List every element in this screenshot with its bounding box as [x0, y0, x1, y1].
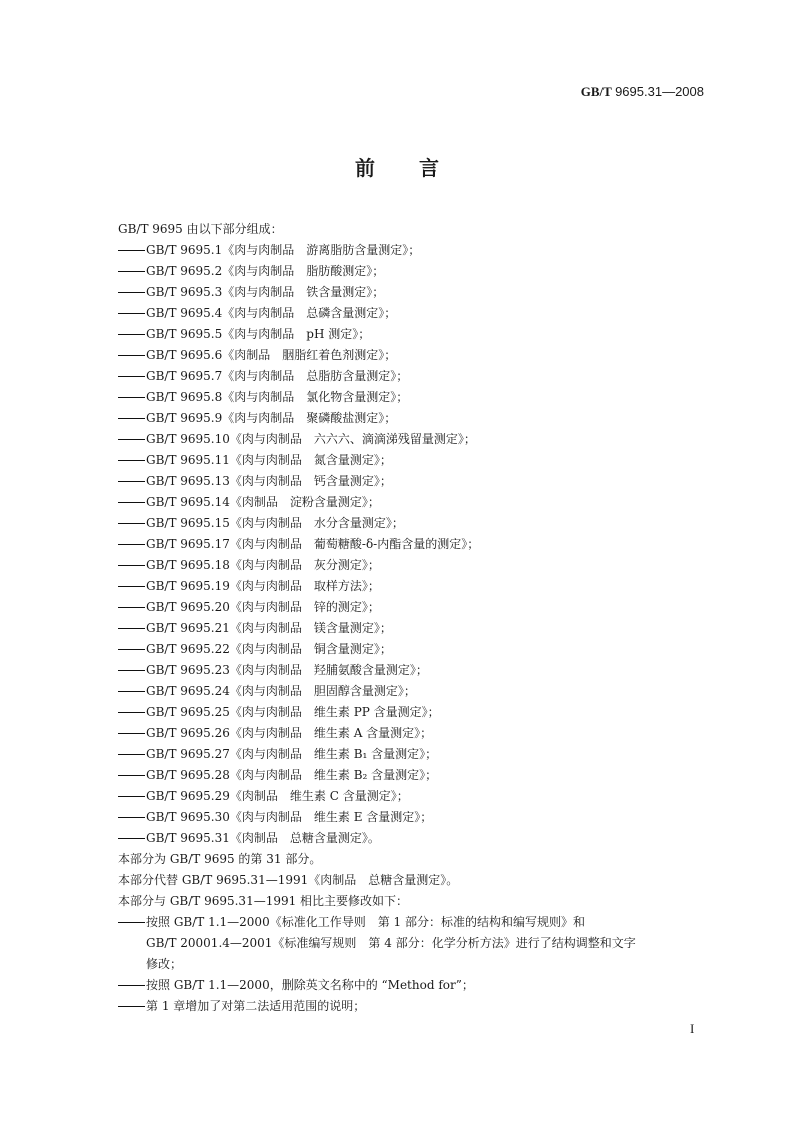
part-code: GB/T 9695.30 — [146, 810, 230, 824]
part-code: GB/T 9695.1 — [146, 243, 223, 257]
changes-intro: 本部分与 GB/T 9695.31—1991 相比主要修改如下： — [118, 894, 409, 908]
em-dash — [118, 639, 146, 660]
part-code: GB/T 9695.28 — [146, 768, 230, 782]
part-title: 《肉与肉制品 脂肪酸测定》； — [222, 264, 385, 278]
part-code: GB/T 9695.11 — [146, 453, 230, 467]
em-dash — [118, 765, 146, 786]
part-code: GB/T 9695.15 — [146, 516, 230, 530]
list-item — [118, 681, 708, 702]
part-title: 《肉与肉制品 镁含量测定》； — [229, 621, 392, 635]
em-dash — [118, 912, 146, 933]
em-dash — [118, 429, 146, 450]
part-code: GB/T 9695.10 — [146, 432, 230, 446]
change-text: 第 1 章增加了对第二法适用范围的说明； — [146, 999, 366, 1013]
part-title: 《肉与肉制品 羟脯氨酸含量测定》； — [229, 663, 428, 677]
list-item — [118, 450, 708, 471]
part-title: 《肉与肉制品 维生素 E 含量测定》； — [229, 810, 433, 824]
title-char-1: 前 — [355, 156, 375, 180]
part-title: 《肉制品 胭脂红着色剂测定》； — [222, 348, 397, 362]
list-item — [118, 702, 708, 723]
em-dash — [118, 576, 146, 597]
part-title: 《肉与肉制品 维生素 B₂ 含量测定》； — [229, 768, 438, 782]
part-title: 《肉与肉制品 葡萄糖酸-δ-内酯含量的测定》； — [229, 537, 480, 551]
em-dash — [118, 555, 146, 576]
em-dash — [118, 387, 146, 408]
part-code: GB/T 9695.8 — [146, 390, 223, 404]
change-text: 按照 GB/T 1.1—2000《标准化工作导则 第 1 部分：标准的结构和编写规则》和 — [146, 915, 585, 929]
em-dash — [118, 492, 146, 513]
part-code: GB/T 9695.27 — [146, 747, 230, 761]
standard-code-header — [581, 84, 704, 100]
list-item — [118, 513, 708, 534]
list-item — [118, 324, 708, 345]
em-dash — [118, 975, 146, 996]
change-item-1-line-3: 修改； — [146, 957, 183, 971]
part-title: 《肉与肉制品 氮含量测定》； — [229, 453, 392, 467]
em-dash — [118, 807, 146, 828]
part-title: 《肉与肉制品 维生素 A 含量测定》； — [229, 726, 433, 740]
part-code: GB/T 9695.25 — [146, 705, 230, 719]
em-dash — [118, 366, 146, 387]
standard-code-number: 9695.31—2008 — [615, 84, 704, 99]
em-dash — [118, 828, 146, 849]
em-dash — [118, 597, 146, 618]
part-code: GB/T 9695.18 — [146, 558, 230, 572]
change-item-1-line-1 — [118, 912, 708, 933]
part-title: 《肉与肉制品 氯化物含量测定》； — [222, 390, 409, 404]
change-item-2 — [118, 975, 708, 996]
list-item — [118, 282, 708, 303]
list-item — [118, 366, 708, 387]
em-dash — [118, 303, 146, 324]
part-title: 《肉与肉制品 维生素 B₁ 含量测定》； — [229, 747, 438, 761]
part-code: GB/T 9695.2 — [146, 264, 223, 278]
em-dash — [118, 681, 146, 702]
part-code: GB/T 9695.7 — [146, 369, 223, 383]
list-item — [118, 492, 708, 513]
em-dash — [118, 723, 146, 744]
part-title: 《肉与肉制品 取样方法》； — [229, 579, 380, 593]
foreword-body — [118, 219, 708, 1017]
parts-list — [118, 240, 708, 849]
part-title: 《肉与肉制品 pH 测定》； — [222, 327, 371, 341]
part-code: GB/T 9695.21 — [146, 621, 230, 635]
em-dash — [118, 513, 146, 534]
em-dash — [118, 240, 146, 261]
standard-code-prefix: GB/T — [580, 84, 612, 99]
em-dash — [118, 408, 146, 429]
list-item — [118, 639, 708, 660]
part-code: GB/T 9695.17 — [146, 537, 230, 551]
page-title — [0, 152, 794, 181]
replaces-statement: 本部分代替 GB/T 9695.31—1991《肉制品 总糖含量测定》。 — [118, 873, 459, 887]
list-item — [118, 387, 708, 408]
part-title: 《肉与肉制品 灰分测定》； — [229, 558, 380, 572]
list-item — [118, 786, 708, 807]
part-title: 《肉制品 淀粉含量测定》； — [229, 495, 380, 509]
part-title: 《肉与肉制品 六六六、滴滴涕残留量测定》； — [229, 432, 476, 446]
list-item — [118, 660, 708, 681]
part-title: 《肉与肉制品 锌的测定》； — [229, 600, 380, 614]
part-code: GB/T 9695.20 — [146, 600, 230, 614]
part-code: GB/T 9695.23 — [146, 663, 230, 677]
part-code: GB/T 9695.31 — [146, 831, 230, 845]
part-of-statement: 本部分为 GB/T 9695 的第 31 部分。 — [118, 852, 322, 866]
list-item — [118, 534, 708, 555]
part-code: GB/T 9695.26 — [146, 726, 230, 740]
part-code: GB/T 9695.5 — [146, 327, 223, 341]
part-code: GB/T 9695.24 — [146, 684, 230, 698]
list-item — [118, 345, 708, 366]
part-code: GB/T 9695.19 — [146, 579, 230, 593]
part-title: 《肉与肉制品 铜含量测定》； — [229, 642, 392, 656]
part-title: 《肉与肉制品 水分含量测定》； — [229, 516, 404, 530]
em-dash — [118, 744, 146, 765]
part-title: 《肉与肉制品 游离脂肪含量测定》； — [222, 243, 421, 257]
part-title: 《肉与肉制品 钙含量测定》； — [229, 474, 392, 488]
list-item — [118, 576, 708, 597]
list-item — [118, 765, 708, 786]
list-item — [118, 618, 708, 639]
em-dash — [118, 702, 146, 723]
change-text: 按照 GB/T 1.1—2000，删除英文名称中的 “Method for”； — [146, 978, 474, 992]
part-code: GB/T 9695.3 — [146, 285, 223, 299]
part-title: 《肉与肉制品 总磷含量测定》； — [222, 306, 397, 320]
list-item — [118, 597, 708, 618]
change-item-3 — [118, 996, 708, 1017]
part-title: 《肉与肉制品 维生素 PP 含量测定》； — [229, 705, 440, 719]
em-dash — [118, 786, 146, 807]
intro-line: GB/T 9695 由以下部分组成： — [118, 222, 283, 236]
em-dash — [118, 345, 146, 366]
list-item — [118, 408, 708, 429]
list-item — [118, 828, 708, 849]
part-code: GB/T 9695.29 — [146, 789, 230, 803]
em-dash — [118, 660, 146, 681]
title-char-2: 言 — [419, 156, 439, 180]
em-dash — [118, 471, 146, 492]
em-dash — [118, 282, 146, 303]
em-dash — [118, 450, 146, 471]
list-item — [118, 555, 708, 576]
change-item-1-line-2: GB/T 20001.4—2001《标准编写规则 第 4 部分：化学分析方法》进行了结构调整和文字 — [146, 936, 636, 950]
em-dash — [118, 261, 146, 282]
part-code: GB/T 9695.13 — [146, 474, 230, 488]
em-dash — [118, 534, 146, 555]
list-item — [118, 471, 708, 492]
part-code: GB/T 9695.6 — [146, 348, 223, 362]
list-item — [118, 240, 708, 261]
part-title: 《肉制品 维生素 C 含量测定》； — [229, 789, 409, 803]
part-code: GB/T 9695.22 — [146, 642, 230, 656]
part-code: GB/T 9695.9 — [146, 411, 223, 425]
em-dash — [118, 996, 146, 1017]
part-code: GB/T 9695.14 — [146, 495, 230, 509]
list-item — [118, 303, 708, 324]
list-item — [118, 723, 708, 744]
list-item — [118, 429, 708, 450]
part-code: GB/T 9695.4 — [146, 306, 223, 320]
part-title: 《肉与肉制品 铁含量测定》； — [222, 285, 385, 299]
part-title: 《肉与肉制品 总脂肪含量测定》； — [222, 369, 409, 383]
em-dash — [118, 618, 146, 639]
list-item — [118, 261, 708, 282]
part-title: 《肉制品 总糖含量测定》。 — [229, 831, 380, 845]
list-item — [118, 744, 708, 765]
part-title: 《肉与肉制品 胆固醇含量测定》； — [229, 684, 416, 698]
part-title: 《肉与肉制品 聚磷酸盐测定》； — [222, 411, 397, 425]
page-number: I — [690, 1021, 695, 1036]
em-dash — [118, 324, 146, 345]
list-item — [118, 807, 708, 828]
